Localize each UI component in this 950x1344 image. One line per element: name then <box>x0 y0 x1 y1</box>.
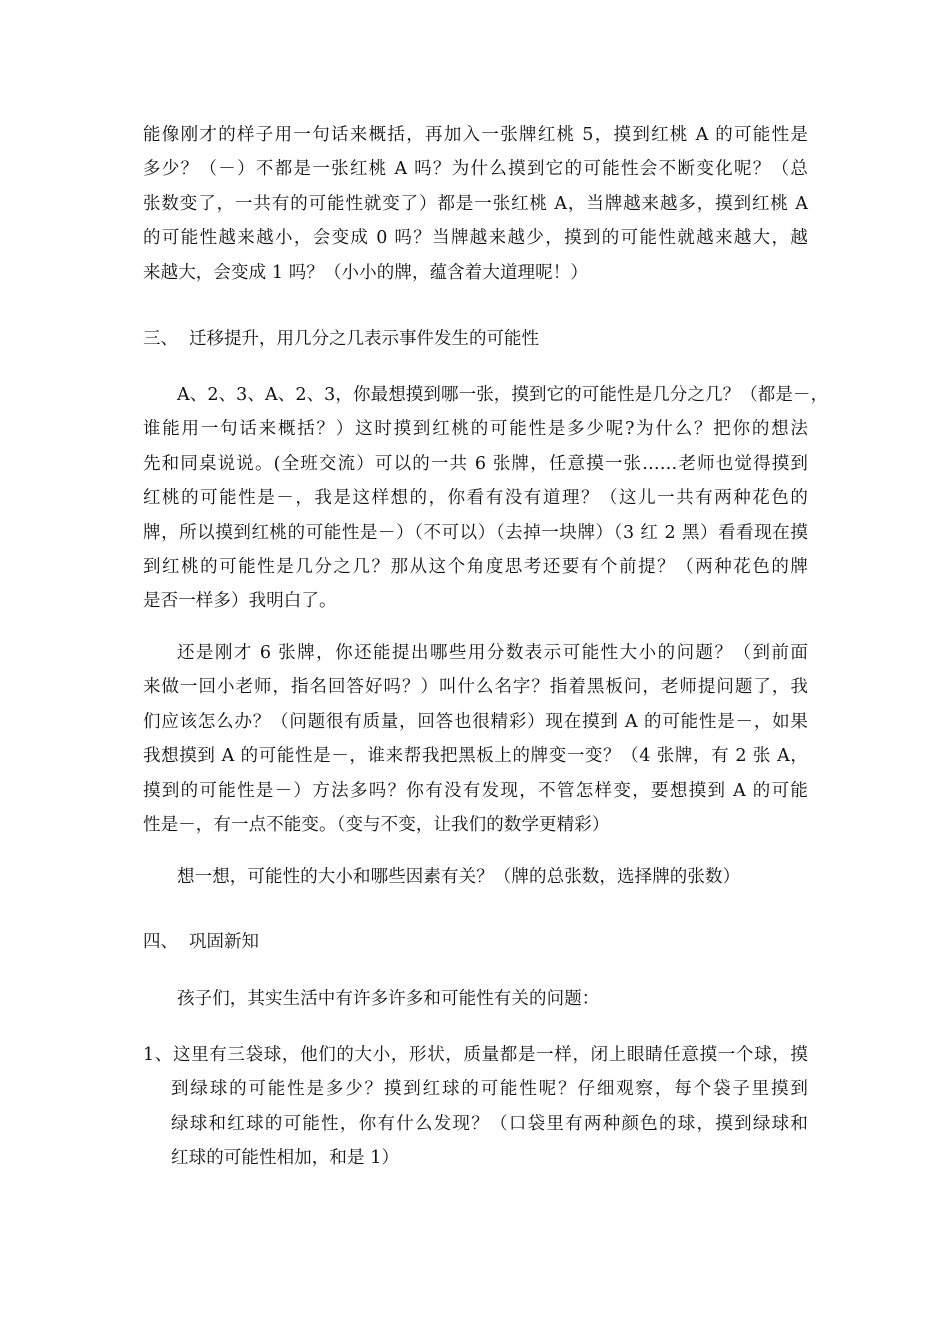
text-line: 能像刚才的样子用一句话来概括，再加入一张牌红桃 5，摸到红桃 A 的可能性是 <box>143 125 808 145</box>
text-line: A、2、3、A、2、3，你最想摸到哪一张，摸到它的可能性是几分之几？（都是－， <box>177 385 829 405</box>
exercise-item-1 <box>143 1038 808 1176</box>
paragraph-think <box>143 860 808 894</box>
text-line: 红球的可能性相加，和是 1） <box>171 1148 400 1169</box>
text-line: 牌，所以摸到红桃的可能性是－）（不可以）（去掉一块牌）（3 红 2 黑）看看现在摸 <box>143 522 808 543</box>
text-line: 张数变了，一共有的可能性就变了）都是一张红桃 A，当牌越来越多，摸到红桃 A <box>143 193 808 214</box>
section-title: 迁移提升，用几分之几表示事件发生的可能性 <box>189 329 539 349</box>
text-line: 们应该怎么办？（问题很有质量，回答也很精彩）现在摸到 A 的可能性是－，如果 <box>143 711 808 732</box>
text-line: 来做一回小老师，指名回答好吗？）叫什么名字？指着黑板问，老师提问题了，我 <box>143 677 808 698</box>
paragraph-kids <box>143 982 808 1016</box>
text-line: 谁能用一句话来概括？）这时摸到红桃的可能性是多少呢?为什么？把你的想法 <box>143 419 808 440</box>
text-line: 孩子们，其实生活中有许多许多和可能性有关的问题： <box>177 989 600 1009</box>
text-line: 到绿球的可能性是多少？摸到红球的可能性呢？仔细观察，每个袋子里摸到 <box>171 1079 808 1100</box>
text-line: 到红桃的可能性是几分之几？那从这个角度思考还要有个前提？（两种花色的牌 <box>143 557 808 578</box>
text-line: 先和同桌说说。(全班交流）可以的一共 6 张牌，任意摸一张……老师也觉得摸到 <box>143 453 808 474</box>
text-line: 的可能性越来越小，会变成 0 吗？当牌越来越少，摸到的可能性就越来越大，越 <box>143 228 808 249</box>
text-line: 想一想，可能性的大小和哪些因素有关？（牌的总张数，选择牌的张数） <box>177 867 741 887</box>
text-line: 多少？（－）不都是一张红桃 A 吗？为什么摸到它的可能性会不断变化呢？（总 <box>143 159 808 180</box>
text-line: 来越大，会变成 1 吗？（小小的牌，蕴含着大道理呢！） <box>143 262 588 283</box>
text-line: 是否一样多）我明白了。 <box>143 591 337 612</box>
text-line: 摸到的可能性是－）方法多吗？你有没有发现，不管怎样变，要想摸到 A 的可能 <box>143 780 808 801</box>
text-line: 我想摸到 A 的可能性是－，谁来帮我把黑板上的牌变一变？（4 张牌，有 2 张 A， <box>143 746 808 767</box>
paragraph-card-probability <box>143 378 829 619</box>
section-heading-4 <box>143 925 259 959</box>
section-number: 四、 <box>143 932 178 952</box>
section-title: 巩固新知 <box>189 932 259 952</box>
text-line: 绿球和红球的可能性，你有什么发现？（口袋里有两种颜色的球，摸到绿球和 <box>171 1113 808 1134</box>
paragraph-six-cards <box>143 636 808 842</box>
paragraph-intro <box>143 118 808 290</box>
text-line: 1、这里有三袋球，他们的大小，形状，质量都是一样，闭上眼睛任意摸一个球，摸 <box>143 1045 808 1065</box>
text-line: 性是－，有一点不能变。（变与不变，让我们的数学更精彩） <box>143 815 610 836</box>
section-heading-3 <box>143 322 539 356</box>
text-line: 红桃的可能性是－，我是这样想的，你看有没有道理？（这儿一共有两种花色的 <box>143 488 808 509</box>
section-number: 三、 <box>143 329 178 349</box>
text-line: 还是刚才 6 张牌，你还能提出哪些用分数表示可能性大小的问题？（到前面 <box>177 643 808 663</box>
